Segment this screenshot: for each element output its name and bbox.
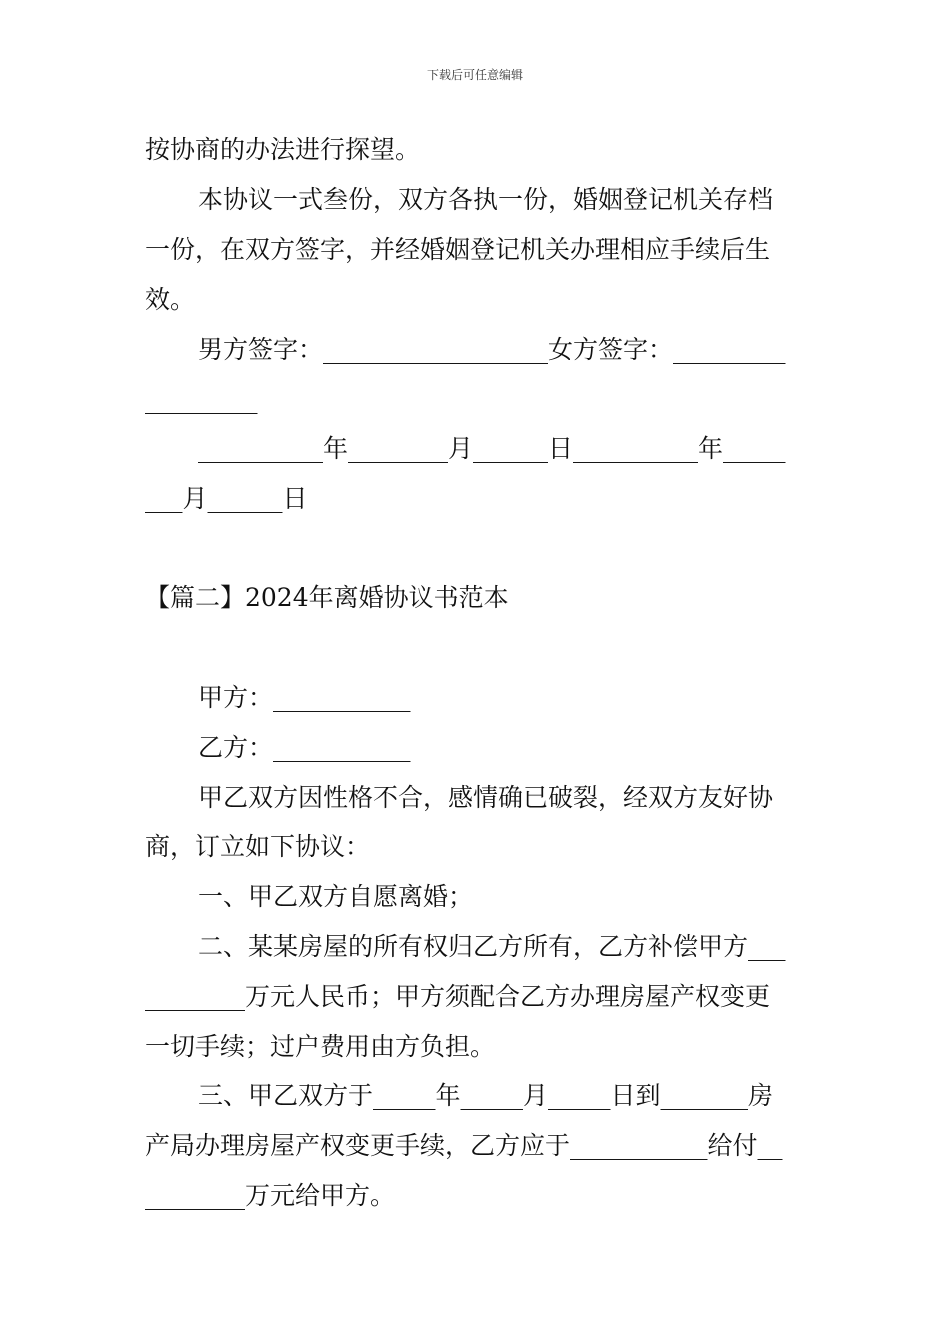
text-line: 效。 xyxy=(145,285,196,314)
date-line-cont: ___月______日 xyxy=(145,484,308,513)
signature-line: 男方签字：__________________女方签字：_________ xyxy=(198,335,786,364)
page-header: 下载后可任意编辑 xyxy=(426,68,523,82)
text-line: 甲乙双方因性格不合，感情确已破裂，经双方友好协 xyxy=(198,783,774,812)
text-line: 一份，在双方签字，并经婚姻登记机关办理相应手续后生 xyxy=(145,235,771,264)
text-line: 按协商的办法进行探望。 xyxy=(145,135,421,164)
clause-3-cont: ________万元给甲方。 xyxy=(145,1181,396,1210)
text-line: 商，订立如下协议： xyxy=(145,832,371,861)
section-title: 【篇二】2024年离婚协议书范本 xyxy=(145,583,509,612)
clause-2: 二、某某房屋的所有权归乙方所有，乙方补偿甲方___ xyxy=(198,932,786,961)
clause-3-cont: 产局办理房屋产权变更手续，乙方应于___________给付__ xyxy=(145,1131,783,1160)
clause-3: 三、甲乙双方于_____年_____月_____日到_______房 xyxy=(198,1081,774,1110)
signature-line-cont: _________ xyxy=(145,385,258,414)
clause-2-cont: 一切手续；过户费用由方负担。 xyxy=(145,1032,496,1061)
party-a-line: 甲方：___________ xyxy=(198,683,411,712)
date-line: __________年________月______日__________年_____ xyxy=(198,434,786,463)
party-b-line: 乙方：___________ xyxy=(198,733,411,762)
clause-1: 一、甲乙双方自愿离婚； xyxy=(198,882,474,911)
clause-2-cont: ________万元人民币；甲方须配合乙方办理房屋产权变更 xyxy=(145,982,771,1011)
text-line: 本协议一式叁份，双方各执一份，婚姻登记机关存档 xyxy=(198,185,774,214)
